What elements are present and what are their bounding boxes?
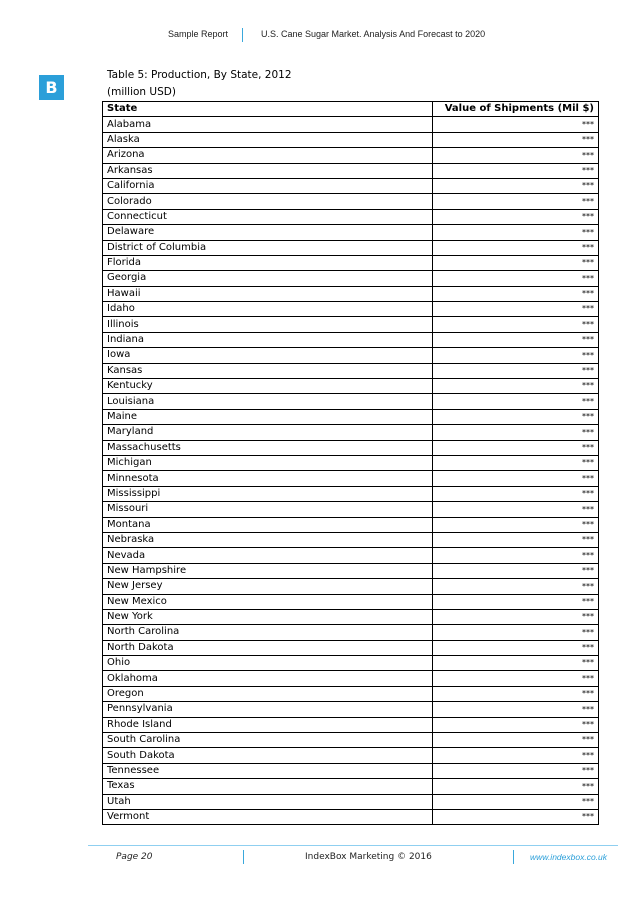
table-row — [103, 348, 599, 363]
value-cell: *** — [433, 394, 599, 409]
state-cell: New Hampshire — [103, 563, 433, 578]
table-row — [103, 363, 599, 378]
value-cell: *** — [433, 702, 599, 717]
table-row — [103, 671, 599, 686]
state-cell: Delaware — [103, 225, 433, 240]
state-cell: Utah — [103, 794, 433, 809]
state-cell: Georgia — [103, 271, 433, 286]
state-cell: Tennessee — [103, 763, 433, 778]
state-cell: Pennsylvania — [103, 702, 433, 717]
state-cell: Illinois — [103, 317, 433, 332]
column-header-state: State — [103, 102, 433, 117]
header-report-title: U.S. Cane Sugar Market. Analysis And Forecast to 2020 — [261, 29, 486, 39]
table-row — [103, 255, 599, 270]
value-cell: *** — [433, 794, 599, 809]
header-report-type: Sample Report — [168, 29, 229, 39]
table-row — [103, 748, 599, 763]
table-header-row — [103, 102, 599, 117]
value-cell: *** — [433, 671, 599, 686]
value-cell: *** — [433, 225, 599, 240]
state-cell: Alabama — [103, 117, 433, 132]
state-cell: Kentucky — [103, 379, 433, 394]
value-cell: *** — [433, 594, 599, 609]
table-body — [103, 117, 599, 825]
table-row — [103, 717, 599, 732]
value-cell: *** — [433, 548, 599, 563]
state-cell: North Dakota — [103, 640, 433, 655]
state-cell: Vermont — [103, 809, 433, 824]
state-cell: New Jersey — [103, 579, 433, 594]
table-row — [103, 394, 599, 409]
table-row — [103, 502, 599, 517]
value-cell: *** — [433, 240, 599, 255]
table-row — [103, 794, 599, 809]
table-row — [103, 640, 599, 655]
indexbox-logo-icon: B — [39, 75, 64, 100]
state-cell: South Dakota — [103, 748, 433, 763]
value-cell: *** — [433, 148, 599, 163]
state-cell: Maryland — [103, 425, 433, 440]
state-cell: Mississippi — [103, 486, 433, 501]
table-row — [103, 594, 599, 609]
header-divider — [242, 28, 243, 42]
value-cell: *** — [433, 348, 599, 363]
table-row — [103, 486, 599, 501]
table-row — [103, 379, 599, 394]
state-cell: Rhode Island — [103, 717, 433, 732]
value-cell: *** — [433, 779, 599, 794]
state-cell: Idaho — [103, 302, 433, 317]
value-cell: *** — [433, 363, 599, 378]
value-cell: *** — [433, 178, 599, 193]
value-cell: *** — [433, 579, 599, 594]
table-row — [103, 702, 599, 717]
page-footer — [0, 852, 638, 866]
value-cell: *** — [433, 425, 599, 440]
value-cell: *** — [433, 809, 599, 824]
state-cell: Oklahoma — [103, 671, 433, 686]
footer-copyright: IndexBox Marketing © 2016 — [305, 852, 432, 862]
state-cell: Hawaii — [103, 286, 433, 301]
value-cell: *** — [433, 532, 599, 547]
value-cell: *** — [433, 332, 599, 347]
value-cell: *** — [433, 763, 599, 778]
value-cell: *** — [433, 255, 599, 270]
state-cell: Nevada — [103, 548, 433, 563]
value-cell: *** — [433, 717, 599, 732]
table-row — [103, 209, 599, 224]
state-cell: Ohio — [103, 656, 433, 671]
value-cell: *** — [433, 132, 599, 147]
state-cell: New York — [103, 609, 433, 624]
table-row — [103, 302, 599, 317]
state-cell: Arizona — [103, 148, 433, 163]
value-cell: *** — [433, 609, 599, 624]
table-row — [103, 809, 599, 824]
table-row — [103, 332, 599, 347]
table-caption — [107, 67, 292, 101]
state-cell: Indiana — [103, 332, 433, 347]
footer-website-link[interactable]: www.indexbox.co.uk — [530, 852, 608, 862]
table-row — [103, 548, 599, 563]
value-cell: *** — [433, 117, 599, 132]
state-cell: New Mexico — [103, 594, 433, 609]
table-row — [103, 656, 599, 671]
value-cell: *** — [433, 686, 599, 701]
table-row — [103, 225, 599, 240]
table-row — [103, 563, 599, 578]
column-header-value: Value of Shipments (Mil $) — [433, 102, 599, 117]
state-cell: Missouri — [103, 502, 433, 517]
table-row — [103, 317, 599, 332]
state-cell: District of Columbia — [103, 240, 433, 255]
state-cell: Louisiana — [103, 394, 433, 409]
table-row — [103, 733, 599, 748]
value-cell: *** — [433, 379, 599, 394]
value-cell: *** — [433, 563, 599, 578]
value-cell: *** — [433, 271, 599, 286]
value-cell: *** — [433, 163, 599, 178]
state-cell: Texas — [103, 779, 433, 794]
table-row — [103, 117, 599, 132]
state-cell: Michigan — [103, 455, 433, 470]
page-header — [0, 29, 638, 43]
state-cell: Florida — [103, 255, 433, 270]
state-cell: Oregon — [103, 686, 433, 701]
table-row — [103, 779, 599, 794]
table-row — [103, 286, 599, 301]
state-cell: North Carolina — [103, 625, 433, 640]
table-unit: (million USD) — [107, 86, 176, 98]
state-cell: Montana — [103, 517, 433, 532]
state-cell: Iowa — [103, 348, 433, 363]
value-cell: *** — [433, 302, 599, 317]
table-row — [103, 240, 599, 255]
value-cell: *** — [433, 209, 599, 224]
state-cell: South Carolina — [103, 733, 433, 748]
state-cell: Massachusetts — [103, 440, 433, 455]
state-cell: Alaska — [103, 132, 433, 147]
table-row — [103, 148, 599, 163]
page-number: Page 20 — [116, 852, 153, 862]
table-row — [103, 609, 599, 624]
table-row — [103, 425, 599, 440]
table-row — [103, 579, 599, 594]
value-cell: *** — [433, 471, 599, 486]
footer-divider — [88, 845, 618, 846]
table-row — [103, 532, 599, 547]
table-row — [103, 763, 599, 778]
value-cell: *** — [433, 409, 599, 424]
table-row — [103, 455, 599, 470]
state-cell: Nebraska — [103, 532, 433, 547]
value-cell: *** — [433, 317, 599, 332]
table-row — [103, 625, 599, 640]
table-row — [103, 440, 599, 455]
value-cell: *** — [433, 517, 599, 532]
state-cell: Arkansas — [103, 163, 433, 178]
production-table — [102, 101, 599, 825]
value-cell: *** — [433, 748, 599, 763]
state-cell: Maine — [103, 409, 433, 424]
state-cell: Colorado — [103, 194, 433, 209]
state-cell: Minnesota — [103, 471, 433, 486]
footer-separator — [513, 850, 514, 864]
value-cell: *** — [433, 656, 599, 671]
table-row — [103, 163, 599, 178]
table-row — [103, 409, 599, 424]
value-cell: *** — [433, 625, 599, 640]
value-cell: *** — [433, 194, 599, 209]
state-cell: Connecticut — [103, 209, 433, 224]
state-cell: California — [103, 178, 433, 193]
value-cell: *** — [433, 440, 599, 455]
state-cell: Kansas — [103, 363, 433, 378]
table-row — [103, 271, 599, 286]
table-row — [103, 178, 599, 193]
value-cell: *** — [433, 733, 599, 748]
footer-separator — [243, 850, 244, 864]
value-cell: *** — [433, 640, 599, 655]
table-row — [103, 471, 599, 486]
table-row — [103, 194, 599, 209]
value-cell: *** — [433, 502, 599, 517]
table-row — [103, 686, 599, 701]
value-cell: *** — [433, 286, 599, 301]
value-cell: *** — [433, 486, 599, 501]
table-row — [103, 132, 599, 147]
value-cell: *** — [433, 455, 599, 470]
table-row — [103, 517, 599, 532]
table-title: Table 5: Production, By State, 2012 — [107, 69, 292, 81]
